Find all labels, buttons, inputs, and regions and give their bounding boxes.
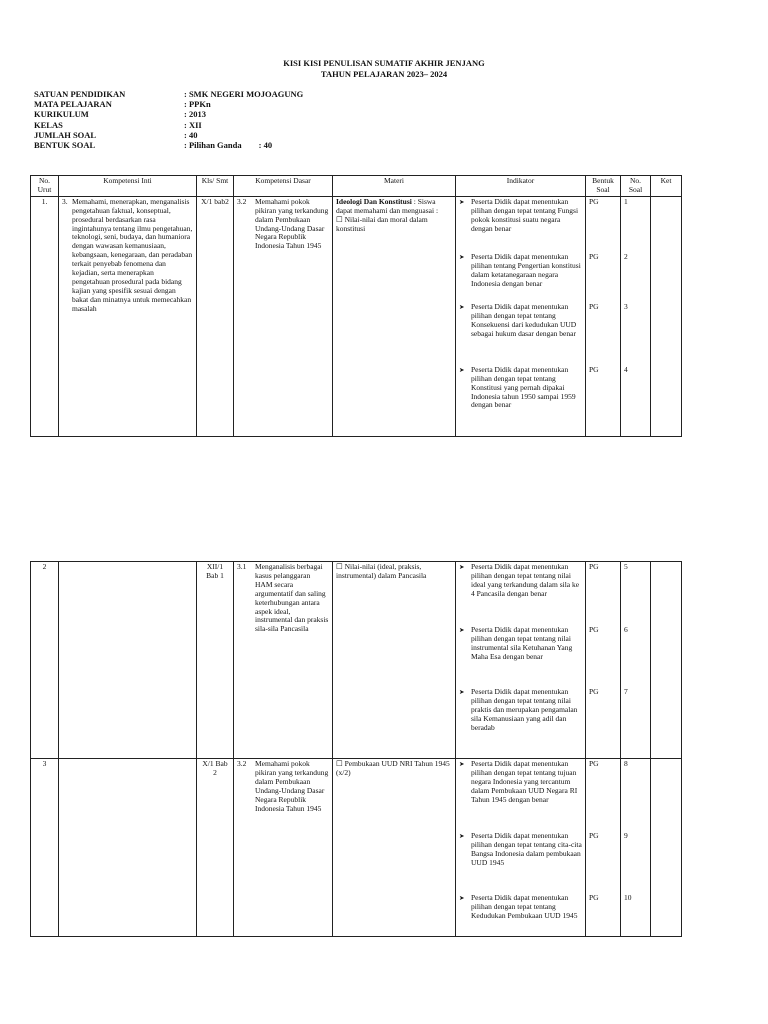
no-soal: 2 — [624, 251, 628, 261]
meta-label: SATUAN PENDIDIKAN — [34, 89, 126, 99]
indikator-cell — [456, 759, 586, 937]
indikator-item: ➤ Peserta Didik dapat menentukan pilihan dengan tepat tentang nilai praktis dan merupakan pengamalan sila Kemanusiaan yang adil dan beradab — [459, 687, 578, 732]
arrow-bullet-icon: ➤ — [459, 563, 465, 571]
meta-label: KURIKULUM — [34, 109, 89, 120]
row-number: 3 — [31, 759, 59, 937]
academic-year: TAHUN PELAJARAN 2023– 2024 — [320, 69, 448, 79]
materi-item: ☐ Nilai-nilai dan moral dalam konstitusi — [336, 214, 428, 233]
indikator-item: ➤ Peserta Didik dapat menentukan pilihan dengan tepat tentang nilai instrumental sila Ketuhanan Yang Maha Esa dengan benar — [459, 626, 582, 688]
bentuk-soal: PG — [589, 196, 599, 206]
kompetensi-inti-cell — [59, 562, 197, 759]
ki-text: Memahami, menerapkan, menganalisis pengetahuan faktual, konseptual, prosedural berdasarkan rasa ingintahunya tentang ilmu pengetahuan, teknologi, seni, budaya, dan humaniora dengan wawasan kemanusiaan, kebangsaan, kenegaraan, dan peradaban terkait penyebab fenomena dan kejadian, serta menerapkan pengetahuan prosedural pada bidang kajian yang spesifik sesuai dengan bakat dan minatnya untuk memecahkan masalah — [72, 196, 193, 313]
kompetensi-dasar-cell — [234, 196, 333, 436]
document-title: KISI KISI PENULISAN SUMATIF AKHIR JENJANG — [283, 58, 485, 68]
meta-label: JUMLAH SOAL — [34, 129, 97, 140]
kd-text: Menganalisis berbagai kasus pelanggaran HAM secara argumentatif dan saling keterhubungan antara aspek ideal, instrumental dan praksis sila-sila Pancasila — [255, 562, 329, 634]
kompetensi-inti-cell — [59, 759, 197, 937]
no-soal-cell — [621, 562, 651, 759]
bentuk-soal-cell — [586, 759, 621, 937]
kisi-table-page2 — [30, 561, 682, 937]
meta-row — [34, 109, 303, 119]
bentuk-soal-cell — [586, 196, 621, 436]
no-soal: 3 — [624, 301, 628, 311]
bentuk-soal: PG — [589, 625, 599, 634]
indikator-cell — [456, 562, 586, 759]
no-soal: 7 — [624, 687, 628, 696]
indikator-item: ➤ Peserta Didik dapat menentukan pilihan dengan tepat tentang cita-cita Bangsa Indonesia dalam pembukaan UUD 1945 — [459, 832, 582, 894]
header-kompetensi-dasar: Kompetensi Dasar — [234, 176, 333, 197]
kompetensi-dasar-cell — [234, 562, 333, 759]
meta-row — [34, 89, 303, 99]
bentuk-soal: PG — [589, 301, 599, 311]
indikator-item: ➤ Peserta Didik dapat menentukan pilihan dengan tepat tentang Konstitusi yang pernah dipakai Indonesia tahun 1950 sampai 1959 dengan benar — [459, 364, 576, 410]
meta-row — [34, 99, 303, 109]
bentuk-soal: PG — [589, 831, 599, 840]
materi-intro: : Siswa dapat memahami dan menguasai : — [336, 196, 439, 215]
kd-text: Memahami pokok pikiran yang terkandung dalam Pembukaan Undang-Undang Dasar Negara Republik Indonesia Tahun 1945 — [255, 759, 329, 813]
materi-title: Ideologi Dan Konstitusi — [336, 196, 412, 206]
arrow-bullet-icon: ➤ — [459, 365, 465, 374]
arrow-bullet-icon: ➤ — [459, 302, 465, 311]
bentuk-soal: PG — [589, 893, 599, 902]
materi-cell: ☐ Pembukaan UUD NRI Tahun 1945 (x/2) — [333, 759, 456, 937]
kompetensi-dasar-cell — [234, 759, 333, 937]
bentuk-soal: PG — [589, 364, 599, 374]
no-soal: 1 — [624, 196, 628, 206]
ket-cell — [651, 196, 682, 436]
indikator-item: ➤ Peserta Didik dapat menentukan pilihan dengan tepat tentang Kedudukan Pembukaan UUD 1945 — [459, 893, 578, 920]
table-row — [31, 759, 682, 937]
no-soal: 5 — [624, 562, 628, 571]
no-soal: 6 — [624, 625, 628, 634]
header-ket: Ket — [651, 176, 682, 197]
bentuk-soal: PG — [589, 562, 599, 571]
identity-block — [34, 89, 303, 150]
meta-label: KELAS — [34, 119, 63, 130]
header-no-urut: No. Urut — [31, 176, 59, 197]
materi-cell: ☐ Nilai-nilai (ideal, praksis, instrumental) dalam Pancasila — [333, 562, 456, 759]
kd-number: 3.2 — [237, 196, 247, 206]
no-soal: 9 — [624, 831, 628, 840]
arrow-bullet-icon: ➤ — [459, 688, 465, 696]
header-kls-smt: Kls/ Smt — [197, 176, 234, 197]
arrow-bullet-icon: ➤ — [459, 832, 465, 840]
header-bentuk-soal: Bentuk Soal — [586, 176, 621, 197]
arrow-bullet-icon: ➤ — [459, 252, 465, 261]
bentuk-soal-cell — [586, 562, 621, 759]
header-no-soal: No. Soal — [621, 176, 651, 197]
materi-cell — [333, 196, 456, 436]
meta-label: MATA PELAJARAN — [34, 99, 112, 110]
header-indikator: Indikator — [456, 176, 586, 197]
meta-row — [34, 120, 303, 130]
kd-text: Memahami pokok pikiran yang terkandung dalam Pembukaan Undang-Undang Dasar Negara Republik Indonesia Tahun 1945 — [255, 196, 329, 251]
row-number: 1. — [31, 196, 59, 436]
arrow-bullet-icon: ➤ — [459, 626, 465, 634]
kisi-table-page1 — [30, 175, 682, 437]
meta-value: : 2013 — [184, 109, 206, 120]
indikator-item: ➤ Peserta Didik dapat menentukan pilihan dengan tepat tentang Konsekuensi dari kedudukan UUD sebagai hukum dasar dengan benar — [459, 303, 582, 366]
meta-value: : Pilihan Ganda : 40 — [184, 139, 273, 150]
indikator-item: ➤ Peserta Didik dapat menentukan pilihan dengan tepat tentang nilai ideal yang terkandung dalam sila ke 4 Pancasila dengan benar — [459, 563, 582, 626]
meta-label: BENTUK SOAL — [34, 139, 96, 150]
ket-cell — [651, 562, 682, 759]
header-materi: Materi — [333, 176, 456, 197]
arrow-bullet-icon: ➤ — [459, 894, 465, 902]
indikator-item: ➤ Peserta Didik dapat menentukan pilihan tentang Pengertian konstitusi dalam ketatanegaraan negara Indonesia dengan benar — [459, 253, 582, 303]
kls-smt-cell: X/1 Bab 2 — [197, 759, 234, 937]
kls-smt-cell: XII/1 Bab 1 — [197, 562, 234, 759]
table-header-row — [31, 176, 682, 197]
kls-smt-cell: X/1 bab2 — [197, 196, 234, 436]
header-kompetensi-inti: Kompetensi Inti — [59, 176, 197, 197]
table-row — [31, 562, 682, 759]
bentuk-soal: PG — [589, 251, 599, 261]
row-number: 2 — [31, 562, 59, 759]
meta-row — [34, 130, 303, 140]
no-soal: 4 — [624, 364, 628, 374]
meta-value: : XII — [184, 119, 202, 130]
meta-value: : SMK NEGERI MOJOAGUNG — [184, 89, 304, 99]
indikator-cell — [456, 196, 586, 436]
no-soal: 10 — [624, 893, 632, 902]
no-soal-cell — [621, 759, 651, 937]
meta-value: : 40 — [184, 129, 198, 140]
indikator-item: ➤ Peserta Didik dapat menentukan pilihan dengan tepat tentang tujuan negara Indonesia yang tercantum dalam Pembukaan UUD Negara RI Tahun 1945 dengan benar — [459, 760, 582, 832]
table-row — [31, 196, 682, 436]
kompetensi-inti-cell — [59, 196, 197, 436]
bentuk-soal: PG — [589, 759, 599, 768]
arrow-bullet-icon: ➤ — [459, 197, 465, 206]
kd-number: 3.1 — [237, 562, 247, 571]
ki-number: 3. — [62, 196, 68, 206]
no-soal: 8 — [624, 759, 628, 768]
no-soal-cell — [621, 196, 651, 436]
meta-value: : PPKn — [184, 99, 211, 110]
ket-cell — [651, 759, 682, 937]
indikator-item: ➤ Peserta Didik dapat menentukan pilihan dengan tepat tentang Fungsi pokok konstitusi suatu negara dengan benar — [459, 198, 582, 253]
meta-row — [34, 140, 303, 150]
kd-number: 3.2 — [237, 759, 247, 768]
arrow-bullet-icon: ➤ — [459, 760, 465, 768]
bentuk-soal: PG — [589, 687, 599, 696]
